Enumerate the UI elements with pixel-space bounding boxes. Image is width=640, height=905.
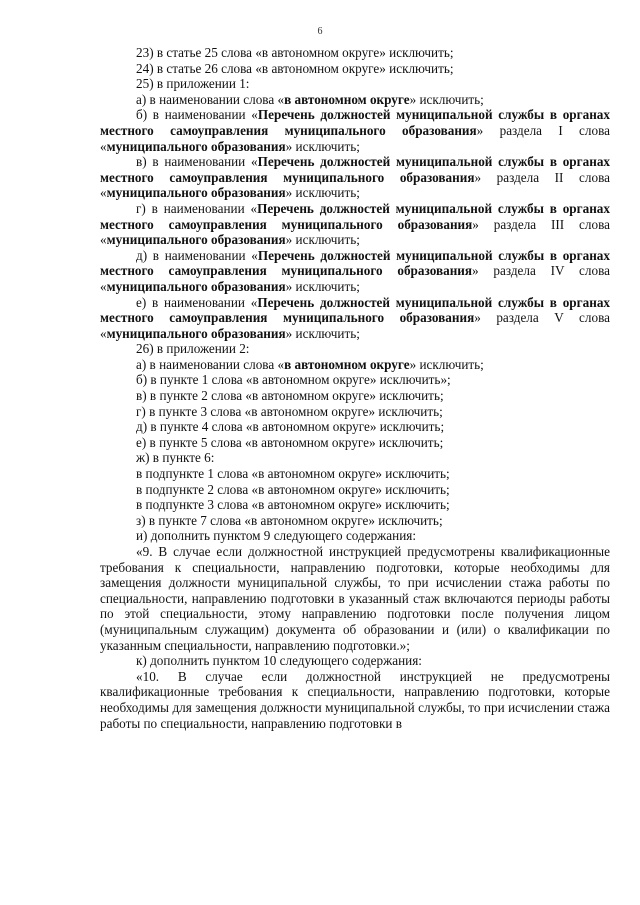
- bold-text: Перечень должностей муниципальной службы в органах местного самоуправления муниципального образования: [100, 200, 610, 232]
- text-segment: » исключить;: [285, 185, 360, 201]
- paragraph-p25e: [100, 295, 610, 342]
- text-segment: » раздела V слова «: [100, 310, 610, 341]
- text-segment: » раздела I слова «: [100, 122, 610, 154]
- paragraph-p25b: [100, 107, 610, 154]
- paragraph-p26b: [100, 372, 610, 388]
- text-segment: 25) в приложении 1:: [136, 76, 250, 92]
- document-body: [100, 45, 610, 731]
- bold-text: Перечень должностей муниципальной службы в органах местного самоуправления муниципального образования: [100, 107, 610, 138]
- paragraph-p25g: [100, 201, 610, 248]
- text-segment: в) в наименовании «: [136, 154, 258, 170]
- text-segment: е) в пункте 5 слова «в автономном округе» исключить;: [136, 434, 444, 450]
- text-segment: г) в пункте 3 слова «в автономном округе» исключить;: [136, 403, 443, 419]
- text-segment: » раздела IV слова «: [100, 263, 610, 294]
- text-segment: » раздела III слова «: [100, 216, 610, 248]
- paragraph-p26z: [100, 513, 610, 529]
- bold-text: муниципального образования: [106, 138, 286, 154]
- paragraph-p25v: [100, 154, 610, 201]
- text-segment: б) в наименовании «: [136, 107, 258, 123]
- text-segment: «9. В случае если должностной инструкцией предусмотрены квалификационные требования к специальности, направлению подготовки, которые необходимы для замещения должности муниципальной службы, то при исчислении стажа работы по специальности, направлению подготовки в указанный стаж включаются периоды работы по этой специальности, этому направлению подготовки после получения лицом (муниципальным служащим) документа об образовании и (или) о квалификации по указанным специальности, направлению подготовки.»;: [100, 544, 610, 653]
- text-segment: » исключить;: [285, 138, 360, 154]
- text-segment: в подпункте 2 слова «в автономном округе» исключить;: [136, 481, 450, 497]
- text-segment: а) в наименовании слова «: [136, 91, 285, 107]
- page-number: 6: [317, 26, 323, 37]
- text-segment: «10. В случае если должностной инструкцией не предусмотрены квалификационные требования к специальности, направлению подготовки, которые необходимы для замещения должности муниципальной службы, то при исчислении стажа работы по специальности, направлению подготовки в: [100, 668, 610, 731]
- paragraph-p26a: [100, 357, 610, 373]
- paragraph-p26k: [100, 653, 610, 669]
- paragraph-p26zh: [100, 450, 610, 466]
- bold-text: в автономном округе: [284, 356, 410, 372]
- paragraph-p26zh1: [100, 466, 610, 482]
- text-segment: г) в наименовании «: [136, 200, 258, 216]
- paragraph-p26zh2: [100, 482, 610, 498]
- bold-text: Перечень должностей муниципальной службы в органах местного самоуправления муниципального образования: [100, 294, 611, 326]
- text-segment: в) в пункте 2 слова «в автономном округе» исключить;: [136, 388, 444, 404]
- text-segment: в подпункте 3 слова «в автономном округе» исключить;: [136, 497, 450, 513]
- text-segment: ж) в пункте 6:: [136, 450, 215, 466]
- text-segment: 26) в приложении 2:: [136, 341, 250, 357]
- paragraph-p26e: [100, 435, 610, 451]
- bold-text: в автономном округе: [284, 91, 410, 107]
- text-segment: » исключить;: [409, 91, 484, 107]
- text-segment: б) в пункте 1 слова «в автономном округе» исключить»;: [136, 372, 451, 388]
- paragraph-p26g: [100, 404, 610, 420]
- paragraph-p26: [100, 341, 610, 357]
- paragraph-p26d: [100, 419, 610, 435]
- bold-text: муниципального образования: [106, 232, 286, 248]
- text-segment: д) в пункте 4 слова «в автономном округе» исключить;: [136, 419, 445, 435]
- text-segment: » исключить;: [285, 278, 360, 294]
- text-segment: » исключить;: [285, 325, 360, 341]
- paragraph-p10: [100, 669, 610, 731]
- text-segment: 24) в статье 26 слова «в автономном округе» исключить;: [136, 60, 454, 76]
- text-segment: » исключить;: [285, 232, 360, 248]
- text-segment: и) дополнить пунктом 9 следующего содержания:: [136, 528, 416, 544]
- paragraph-p25a: [100, 92, 610, 108]
- text-segment: к) дополнить пунктом 10 следующего содержания:: [136, 653, 422, 669]
- paragraph-p24: [100, 61, 610, 77]
- text-segment: 23) в статье 25 слова «в автономном округе» исключить;: [136, 45, 454, 60]
- text-segment: в подпункте 1 слова «в автономном округе» исключить;: [136, 466, 450, 482]
- text-segment: д) в наименовании «: [136, 247, 258, 263]
- paragraph-p26v: [100, 388, 610, 404]
- text-segment: з) в пункте 7 слова «в автономном округе» исключить;: [136, 512, 443, 528]
- bold-text: муниципального образования: [106, 278, 286, 294]
- bold-text: муниципального образования: [106, 185, 286, 201]
- paragraph-p25d: [100, 248, 610, 295]
- paragraph-p23: [100, 45, 610, 61]
- bold-text: муниципального образования: [106, 325, 286, 341]
- paragraph-p26zh3: [100, 497, 610, 513]
- paragraph-p26i: [100, 528, 610, 544]
- text-segment: » исключить;: [409, 356, 484, 372]
- text-segment: а) в наименовании слова «: [136, 356, 285, 372]
- text-segment: » раздела II слова «: [100, 169, 610, 201]
- paragraph-p9: [100, 544, 610, 653]
- bold-text: Перечень должностей муниципальной службы в органах местного самоуправления муниципального образования: [100, 247, 610, 279]
- text-segment: е) в наименовании «: [136, 294, 258, 310]
- paragraph-p25: [100, 76, 610, 92]
- bold-text: Перечень должностей муниципальной службы в органах местного самоуправления муниципального образования: [100, 154, 611, 185]
